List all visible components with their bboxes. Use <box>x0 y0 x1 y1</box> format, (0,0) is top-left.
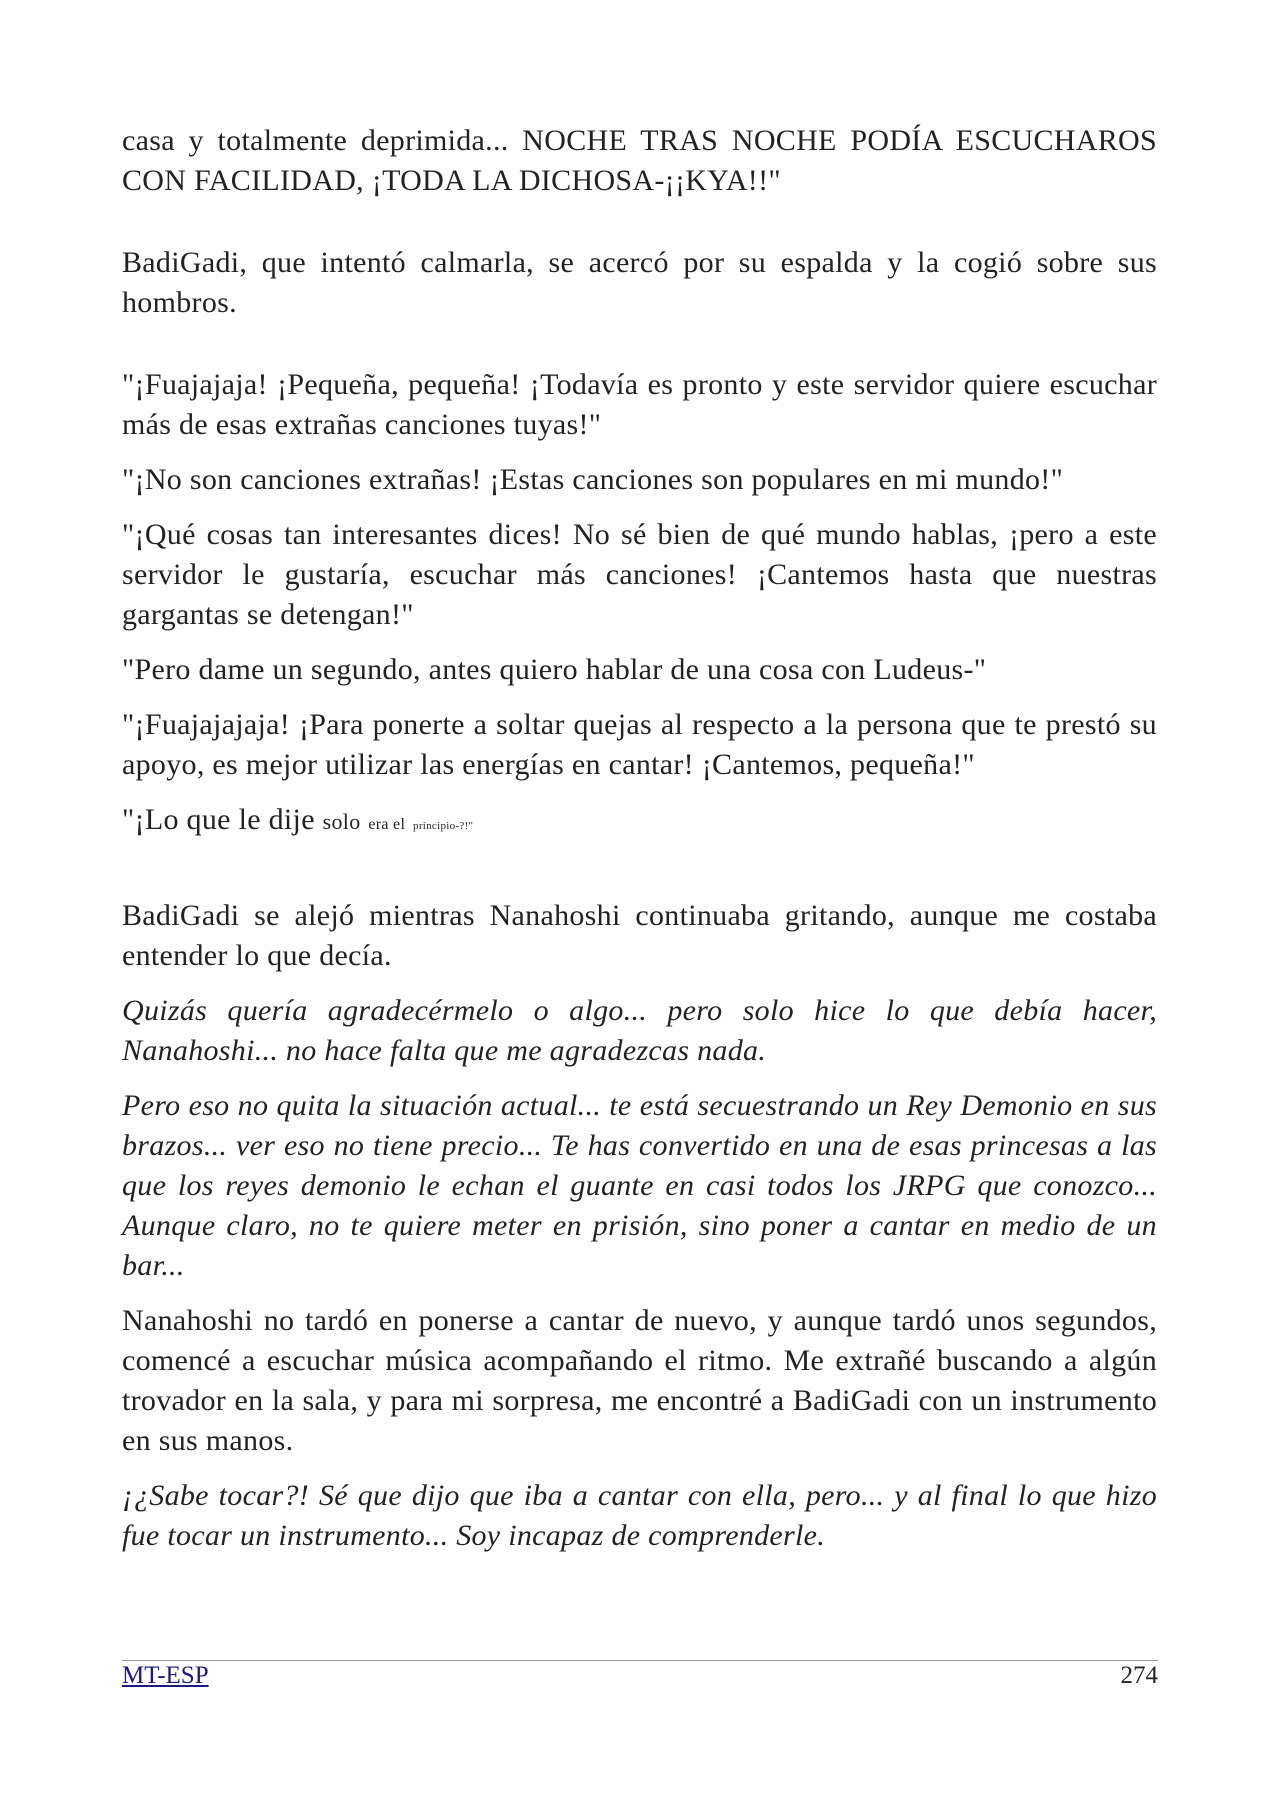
paragraph: "Pero dame un segundo, antes quiero hablar de una cosa con Ludeus-" <box>122 653 987 686</box>
paragraph: "¡Fuajajaja! ¡Pequeña, pequeña! ¡Todavía es pronto y este servidor quiere escuchar más de esas extrañas canciones tuyas!" <box>122 368 1157 441</box>
paragraph: BadiGadi, que intentó calmarla, se acercó por su espalda y la cogió sobre sus hombros. <box>122 246 1157 319</box>
shrinking-text-large: "¡Lo que le dije <box>122 803 315 836</box>
shrinking-text-small: era el <box>368 816 406 833</box>
shrinking-text-medium: solo <box>322 809 361 834</box>
italic-thought: Quizás quería agradecérmelo o algo... pero solo hice lo que debía hacer, Nanahoshi... no hace falta que me agradezcas nada. <box>122 994 1157 1067</box>
paragraph: "¡No son canciones extrañas! ¡Estas canciones son populares en mi mundo!" <box>122 463 1064 496</box>
paragraph: Nanahoshi no tardó en ponerse a cantar de nuevo, y aunque tardó unos segundos, comencé a escuchar música acompañando el ritmo. Me extrañé buscando a algún trovador en la sala, y para mi sorpresa, me encontré a BadiGadi con un instrumento en sus manos. <box>122 1304 1157 1457</box>
page-number: 274 <box>1120 1662 1158 1689</box>
shrinking-dialogue-line <box>122 800 1157 846</box>
paragraph: "¡Qué cosas tan interesantes dices! No sé bien de qué mundo hablas, ¡pero a este servidor le gustaría, escuchar más canciones! ¡Cantemos hasta que nuestras gargantas se detengan!" <box>122 518 1157 631</box>
footer-site-link[interactable]: MT-ESP <box>122 1662 209 1689</box>
shrinking-text-tiny: principio-?!" <box>413 820 474 832</box>
paragraph: BadiGadi se alejó mientras Nanahoshi continuaba gritando, aunque me costaba entender lo que decía. <box>122 899 1157 972</box>
paragraph: casa y totalmente deprimida... NOCHE TRAS NOCHE PODÍA ESCUCHAROS CON FACILIDAD, ¡TODA LA DICHOSA-¡¡KYA!!" <box>122 124 1157 197</box>
paragraph: "¡Fuajajajaja! ¡Para ponerte a soltar quejas al respecto a la persona que te prestó su apoyo, es mejor utilizar las energías en cantar! ¡Cantemos, pequeña!" <box>122 708 1157 781</box>
page-body <box>122 121 1157 1556</box>
italic-thought: Pero eso no quita la situación actual... te está secuestrando un Rey Demonio en sus brazos... ver eso no tiene precio... Te has convertido en una de esas princesas a las que los reyes demonio le echan el guante en casi todos los JRPG que conozco... Aunque claro, no te quiere meter en prisión, sino poner a cantar en medio de un bar... <box>122 1089 1157 1282</box>
italic-thought: ¡¿Sabe tocar?! Sé que dijo que iba a cantar con ella, pero... y al final lo que hizo fue tocar un instrumento... Soy incapaz de comprenderle. <box>122 1479 1157 1552</box>
footer-divider <box>122 1660 1158 1661</box>
